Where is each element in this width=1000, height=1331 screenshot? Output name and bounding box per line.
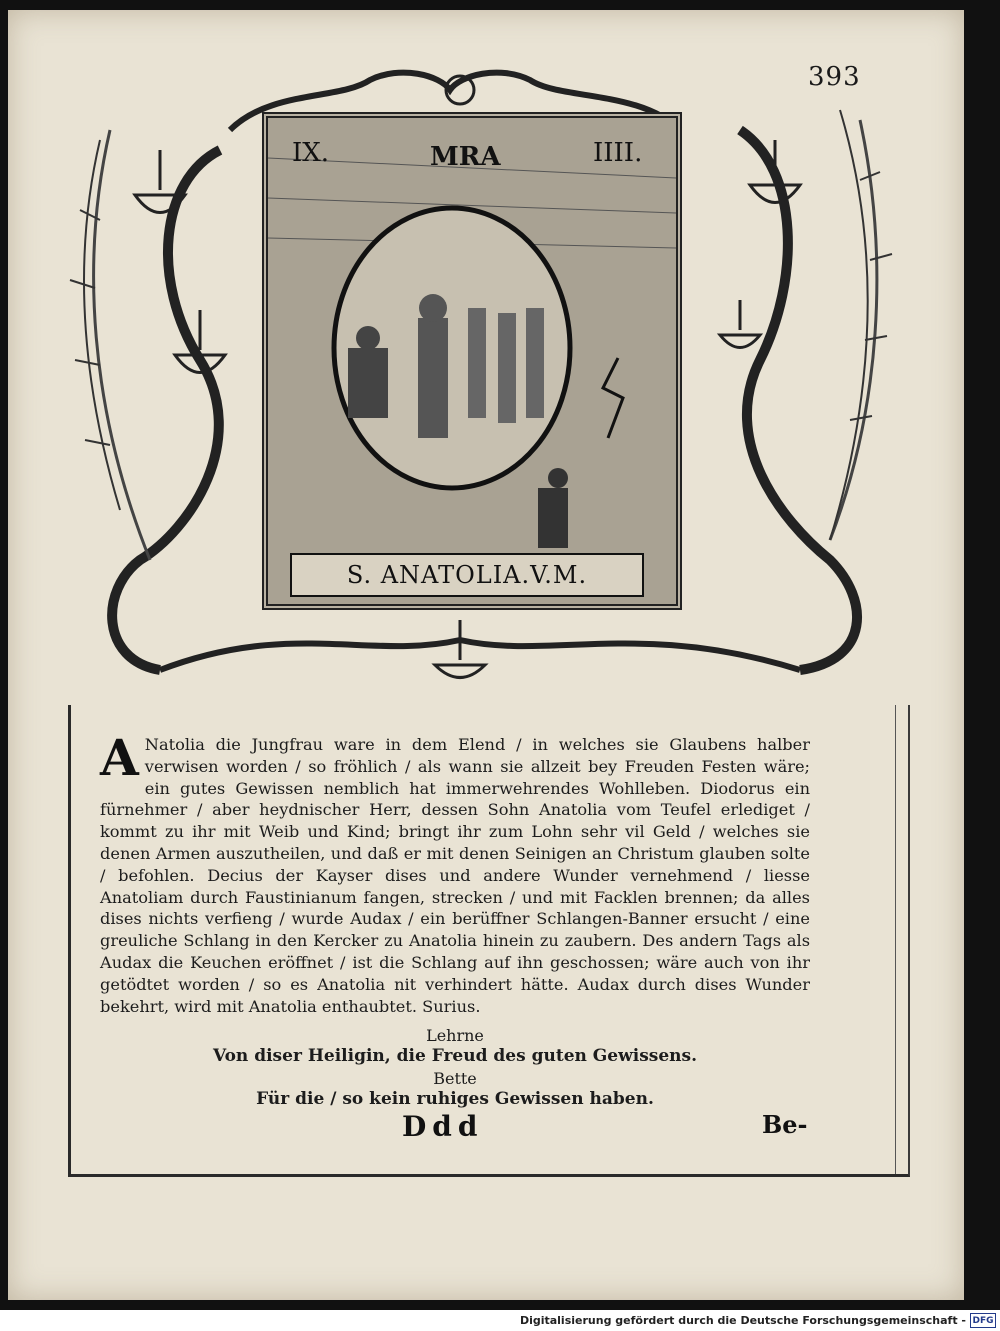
engraving-scene [268,118,676,604]
right-foliage [830,110,892,540]
footer [0,1312,1000,1331]
body-text [100,728,810,1017]
right-scroll [740,130,857,670]
frame-rule [895,705,908,1174]
paragraph-text: Natolia die Jungfrau ware in dem Elend / in welches sie Glaubens halber verwisen worden / so fröhlich / als wann sie allzeit bey Freuden Festen wäre; ein gutes Gewissen nemblich hat immerwehrendes Wohlleben. Diodorus ein fürnehmer / aber heydnischer Herr, dessen Sohn Anatolia vom Teufel erlediget / kommt zu ihr mit Weib und Kind; bringt ihr zum Lohn sehr vil Geld / welches sie denen Armen auszutheilen, und daß er mit denen Seinigen an Christum glauben solte / befohlen. Decius der Kayser dises und andere Wunder vernehmend / liesse Anatoliam durch Faustinianum fangen, strecken / und mit Facklen brennen; da alles dises nichts verfieng / wurde Audax / ein berüffner Schlangen-Banner ersucht / eine greuliche Schlang in den Kercker zu Anatolia hinein zu zaubern. Des andern Tags als Audax die Keuchen eröffnet / ist die Schlang auf ihn geschossen; wäre auch von ihr getödtet worden / so es Anatolia nit verhindert hätte. Audax durch dises Wunder bekehrt, wird mit Anatolia enthaubtet. Surius. [100,735,810,1016]
balance-icon [135,150,185,213]
lehrne-label: Lehrne [426,1026,484,1045]
footer-credit: Digitalisierung gefördert durch die Deutsche Forschungsgemeinschaft - [519,1314,966,1327]
bette-text: Für die / so kein ruhiges Gewissen haben. [256,1089,654,1109]
soldier-figures [468,308,544,423]
page-number: 393 [808,62,861,92]
drop-initial: A [100,728,139,787]
engraving-plate [262,112,682,610]
legend-paragraph [100,728,810,1017]
signature-mark: Ddd [402,1110,484,1143]
plate-heading-left: IX. [292,138,330,168]
catchword: Be- [762,1110,808,1139]
plate-heading-right: IIII. [593,138,643,168]
saint-figure [418,294,448,438]
plate-caption: S. ANATOLIA.V.M. [290,553,644,597]
lehrne-text: Von diser Heiligin, die Freud des guten Gewissens. [212,1046,698,1066]
left-scroll [112,150,220,670]
bette-label: Bette [433,1069,477,1088]
balance-icon [435,620,485,678]
balance-icon [720,300,760,348]
plate-monogram: MRA [430,142,501,172]
dfg-logo: DFG [970,1313,996,1328]
